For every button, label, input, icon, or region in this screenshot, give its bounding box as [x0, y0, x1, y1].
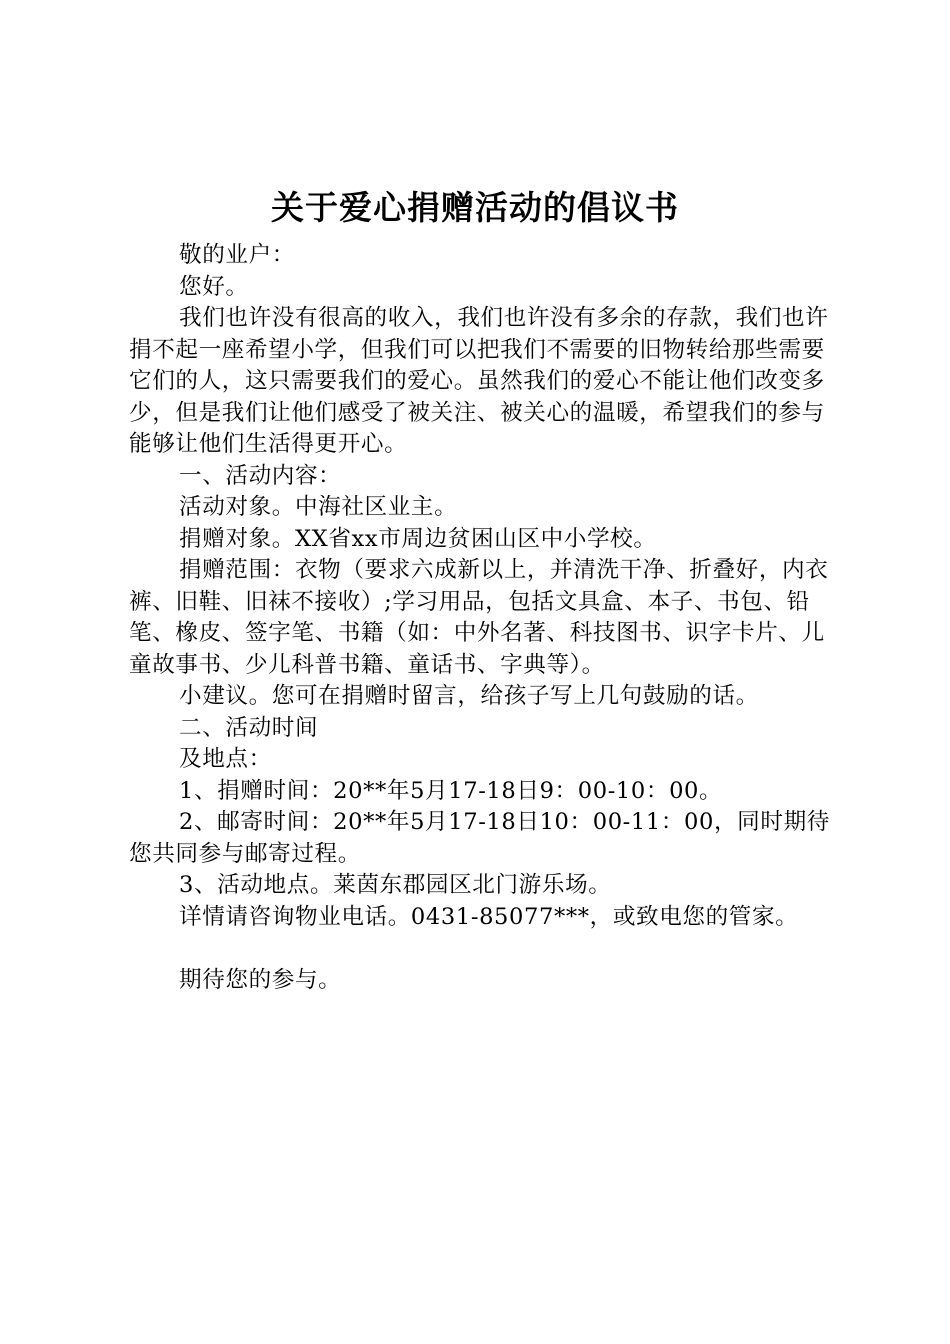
suggestion: 小建议。您可在捐赠时留言，给孩子写上几句鼓励的话。 — [179, 683, 759, 709]
document-body — [129, 240, 841, 996]
mailing-time: 2、邮寄时间：20**年5月17-18日10：00-11：00，同时期待您共同参与邮寄过程。 — [129, 809, 830, 867]
contact-info: 详情请咨询物业电话。0431-85077***，或致电您的管家。 — [179, 903, 799, 930]
section-heading-time: 二、活动时间 — [179, 714, 319, 741]
section-heading-content: 一、活动内容： — [179, 462, 342, 489]
document-title: 关于爱心捐赠活动的倡议书 — [271, 188, 679, 227]
intro-paragraph: 我们也许没有很高的收入，我们也许没有多余的存款，我们也许捐不起一座希望小学，但我们可以把我们不需要的旧物转给那些需要它们的人，这只需要我们的爱心。虽然我们的爱心不能让他们改变多少，但是我们让他们感受了被关注、被关心的温暖，希望我们的参与能够让他们生活得更开心。 — [129, 305, 829, 457]
section-heading-location: 及地点： — [179, 746, 272, 772]
closing-line: 期待您的参与。 — [179, 966, 342, 993]
donation-scope: 捐赠范围：衣物（要求六成新以上，并清洗干净、折叠好，内衣裤、旧鞋、旧袜不接收）;学习用品，包括文具盒、本子、书包、铅笔、橡皮、签字笔、书籍（如：中外名著、科技图书、识字卡片、儿童故事书、少儿科普书籍、童话书、字典等）。 — [129, 557, 829, 678]
greeting: 您好。 — [179, 273, 249, 300]
donation-target: 捐赠对象。XX省xx市周边贫困山区中小学校。 — [179, 525, 657, 552]
salutation: 敬的业户： — [179, 242, 295, 268]
donation-time: 1、捐赠时间：20**年5月17-18日9：00-10：00。 — [179, 777, 723, 804]
activity-target: 活动对象。中海社区业主。 — [179, 494, 458, 520]
activity-location: 3、活动地点。莱茵东郡园区北门游乐场。 — [179, 872, 612, 898]
blank-line — [129, 933, 841, 965]
